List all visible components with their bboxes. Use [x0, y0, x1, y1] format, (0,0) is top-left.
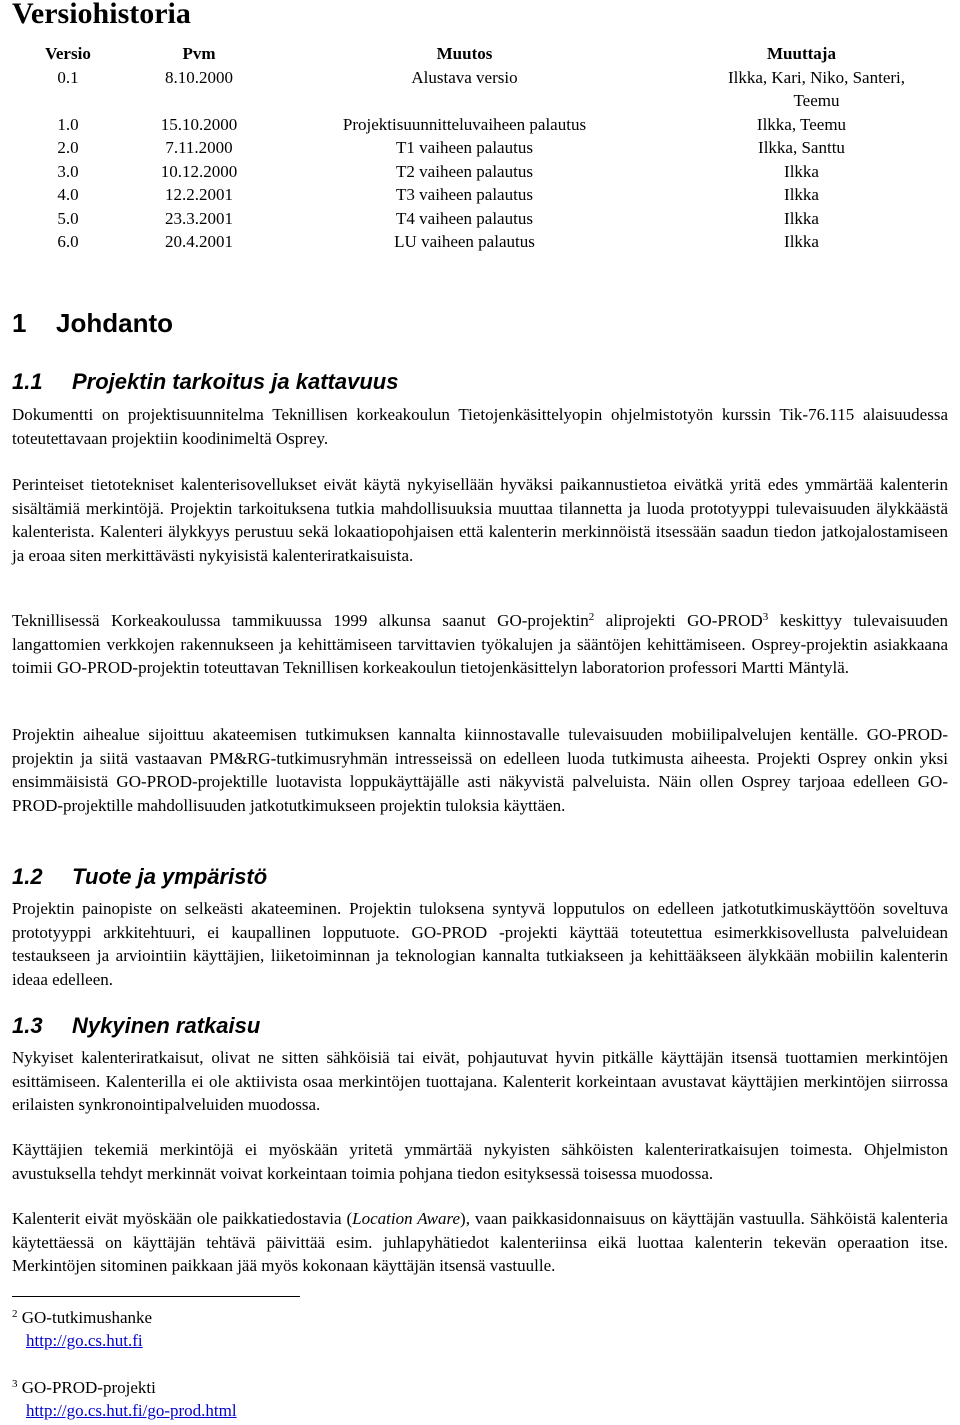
paragraph-text: aliprojekti GO-PROD: [594, 611, 763, 630]
table-cell: Ilkka, Teemu: [756, 114, 847, 134]
paragraph: Perinteiset tietotekniset kalenterisovellukset eivät käytä nykyisellään hyväksi paikannustietoa eivätkä yritä edes ymmärtää kalenterin sisältämiä merkintöjä. Projektin tarkoituksena tutkia mahdollisuuksia muuttaa tilannetta ja luoda prototyyppi tulevaisuuden älykkäästä kalenterista. Kalenteri älykkyys perustuu sekä lokaatiopohjaisen että kalenterin merkinnöistä itsessään saadun tiedon jatkojalostamiseen ja eroaa siten merkittävästi nykyisistä kalenteriratkaisuista.: [12, 475, 948, 565]
table-cell: T2 vaiheen palautus: [396, 161, 533, 181]
table-cell: LU vaiheen palautus: [394, 232, 535, 251]
paragraph-text: Teknillisessä Korkeakoulussa tammikuussa 1999 alkunsa saanut GO-projektin: [12, 611, 589, 630]
section-heading-1-2: [12, 864, 267, 890]
section-number: 1.1: [12, 369, 43, 394]
section-title: Johdanto: [56, 308, 173, 338]
section-title: Tuote ja ympäristö: [72, 864, 268, 889]
table-row: [12, 230, 948, 254]
table-cell: T1 vaiheen palautus: [396, 138, 533, 157]
table-cell: Projektisuunnitteluvaiheen palautus: [342, 114, 587, 134]
section-number: 1.3: [12, 1013, 43, 1038]
paragraph: Nykyiset kalenteriratkaisut, olivat ne sitten sähköisiä tai eivät, pohjautuvat hyvin pitkälle käyttäjän itsensä tuottamien merkintöjen esittämiseen. Kalenterilla ei ole aktiivista osaa merkintöjen tuottajana. Kalenterit korkeintaan avustavat käyttäjien merkintöjen siirrossa erilaisten synkronointipalveluiden muodossa.: [12, 1048, 948, 1114]
footnote-link[interactable]: http://go.cs.hut.fi: [26, 1331, 143, 1350]
table-cell: 0.1: [57, 67, 79, 87]
table-cell: 4.0: [57, 185, 79, 204]
emphasis-text: Location Aware: [352, 1209, 461, 1228]
footnote-3: [12, 1373, 237, 1422]
column-header: Versio: [45, 44, 91, 63]
section-title: Nykyinen ratkaisu: [72, 1013, 261, 1038]
table-row: [12, 66, 948, 113]
column-header: Muutos: [436, 44, 493, 63]
column-header: Pvm: [182, 44, 216, 63]
table-row: [12, 160, 948, 184]
table-row: [12, 113, 948, 137]
footnote-text: GO-PROD-projekti: [17, 1378, 156, 1397]
footnote-divider: [12, 1296, 300, 1297]
page-title: Versiohistoria: [12, 0, 191, 30]
table-cell: Ilkka: [784, 208, 819, 228]
section-number: 1.2: [12, 864, 43, 889]
paragraph-text: Kalenterit eivät myöskään ole paikkatiedostavia (: [12, 1209, 353, 1228]
table-cell: 10.12.2000: [160, 161, 238, 181]
paragraph: Projektin aihealue sijoittuu akateemisen tutkimuksen kannalta kiinnostavalle tulevaisuuden mobiilipalvelujen kentälle. GO-PROD-projektin ja siitä vastaavan PM&RG-tutkimusryhmän intresseissä on edelleen luoda tutkimusta aiheesta. Projekti Osprey onkin yksi ensimmäisistä GO-PROD-projektille luotavista loppukäyttäjälle asti näkyvistä palveluista. Näin ollen Osprey tarjoaa edelleen GO-PROD-projektille mahdollisuuden jatkotutkimukseen projektin tuloksia käyttäen.: [12, 725, 948, 815]
paragraph: Projektin painopiste on selkeästi akateeminen. Projektin tuloksena syntyvä lopputulos on edelleen jatkotutkimuskäyttöön soveltuva prototyyppi arkkitehtuuri, ei kaupallinen lopputuote. GO-PROD -projekti käyttää toteutettua esimerkkisovellusta palveluidean testaukseen ja arviointiin käyttäjien, liiketoiminnan ja teknologian kannalta tutkiakseen ja kehittääkseen älykkään mobiilin kalenterin ideaa edelleen.: [12, 899, 948, 989]
table-cell: 12.2.2001: [165, 185, 233, 204]
table-cell: 3.0: [57, 161, 79, 181]
table-cell: Ilkka: [784, 161, 819, 181]
footnote-link[interactable]: http://go.cs.hut.fi/go-prod.html: [26, 1401, 237, 1420]
table-row: [12, 207, 948, 231]
footnote-2: [12, 1303, 152, 1352]
footnote-ref[interactable]: 3: [762, 611, 769, 623]
paragraph-text: ), vaan paikkasidonnaisuus on käyttäjän vastuulla. Sähköistä kalenteria käytettäessä on käyttäjän tehtävä päivittää esim. juhlapyhätiedot kalenteriinsa eikä luottaa kalenterin tekevän operaation itse. Merkintöjen sitominen paikkaan jää myös kokonaan käyttäjän itsensä vastuulle.: [12, 1209, 948, 1275]
table-row: [12, 136, 948, 160]
table-cell: Ilkka, Kari, Niko, Santeri, Teemu: [727, 67, 906, 110]
paragraph: Käyttäjien tekemiä merkintöjä ei myöskään yritetä ymmärtää nykyisten sähköisten kalenteriratkaisujen toimesta. Ohjelmiston avustuksella tehdyt merkinnät voivat korkeintaan toimia pohjana tiedon esityksessä toisessa muodossa.: [12, 1140, 948, 1183]
column-header: Muuttaja: [767, 44, 836, 63]
section-title: Projektin tarkoitus ja kattavuus: [72, 369, 399, 394]
table-cell: 1.0: [57, 114, 79, 134]
table-cell: Alustava versio: [411, 67, 518, 87]
paragraph: Dokumentti on projektisuunnitelma Teknillisen korkeakoulun Tietojenkäsittelyopin ohjelmistotyön kurssin Tik-76.115 alaisuudessa toteutettavaan projektiin koodinimeltä Osprey.: [12, 405, 948, 448]
table-cell: 7.11.2000: [165, 138, 233, 157]
table-cell: 23.3.2001: [165, 208, 233, 228]
table-cell: Ilkka: [784, 232, 819, 251]
paragraph: [12, 1207, 948, 1278]
table-cell: T3 vaiheen palautus: [396, 185, 533, 204]
section-heading-1-3: [12, 1013, 260, 1039]
table-cell: T4 vaiheen palautus: [396, 208, 533, 228]
section-heading-1-1: [12, 369, 398, 395]
table-row: [12, 183, 948, 207]
footnote-text: GO-tutkimushanke: [17, 1308, 153, 1327]
footnote-mark: 2: [12, 1308, 18, 1320]
paragraph-text: keskittyy tulevaisuuden langattomien verkkojen rakennukseen ja kehittämiseen tarvittavien työkalujen ja sääntöjen kehittämiseen. Osprey-projektin asiakkaana toimii GO-PROD-projektin toteuttavan Teknillisen korkeakoulun tietojenkäsittelyn laboratorion professori Martti Mäntylä.: [12, 611, 948, 677]
table-cell: 6.0: [57, 232, 79, 251]
table-cell: Ilkka: [784, 185, 819, 204]
table-cell: 2.0: [57, 138, 79, 157]
table-cell: 15.10.2000: [160, 114, 238, 134]
version-history-table: [12, 42, 948, 254]
table-cell: 20.4.2001: [165, 232, 233, 251]
table-header-row: [12, 42, 948, 66]
footnote-ref[interactable]: 2: [588, 611, 595, 623]
section-heading-1: [12, 308, 173, 339]
table-cell: Ilkka, Santtu: [758, 138, 845, 157]
table-cell: 5.0: [57, 208, 79, 228]
table-cell: 8.10.2000: [165, 67, 233, 87]
footnote-mark: 3: [12, 1378, 18, 1390]
section-number: 1: [12, 308, 27, 338]
paragraph: [12, 609, 948, 680]
